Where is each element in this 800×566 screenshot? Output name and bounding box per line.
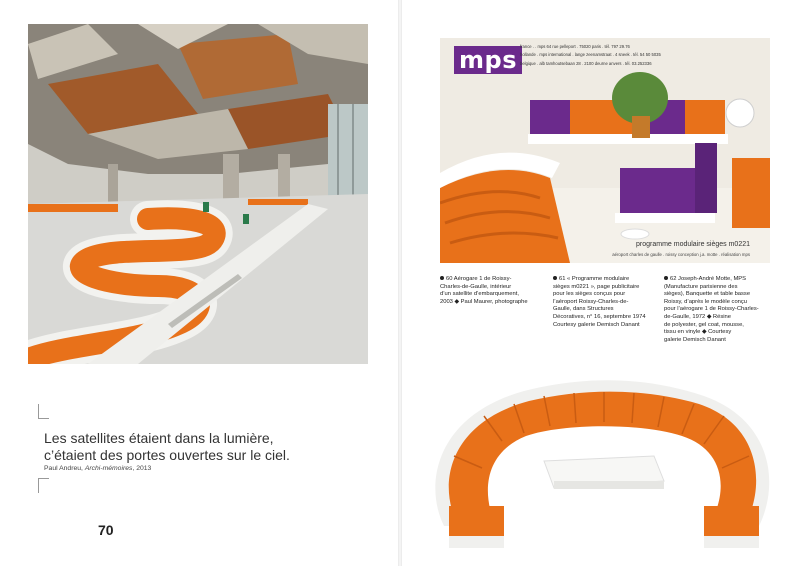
bullet-icon: [440, 276, 444, 280]
quote-attribution: [44, 465, 151, 472]
caption-line: galerie Demisch Danant: [664, 336, 726, 343]
bullet-icon: [553, 276, 557, 280]
quote-year: , 2013: [132, 465, 152, 472]
terminal-interior-photo: [28, 24, 368, 364]
caption-line: pour l’aérogare 1 de Roissy-Charles-: [664, 306, 759, 313]
ad-caption: programme modulaire sièges m0221: [636, 241, 750, 248]
terminal-interior-image: [28, 24, 368, 364]
caption-line: sièges), Banquette et table basse: [664, 291, 751, 298]
bullet-icon: [664, 276, 668, 280]
caption-line: de polyester, gel coat, mousse,: [664, 321, 744, 328]
ad-address-france: france . . mps 64 rue pelleport . 75020 paris . tél. 797 29.76: [520, 44, 630, 49]
ad-caption-credits: aéroport charles de gaulle . roissy conception j.a. motte . réalisation mps: [612, 252, 750, 257]
ad-address-holland: hollande . mps international . lange zeenamstraat . 4 sneek . tél. 54 50 5035: [520, 52, 661, 58]
caption-line: tissu en vinyle ◆ Courtesy: [664, 329, 732, 336]
pull-quote: [44, 430, 344, 464]
quote-line-2: c’étaient des portes ouvertes sur le ciel.: [44, 447, 290, 463]
caption-line: Décoratives, n° 16, septembre 1974: [553, 313, 646, 320]
roissy-bench-image: [414, 376, 784, 556]
roissy-bench-photo: [414, 376, 784, 556]
page-gutter: [398, 0, 402, 566]
caption-line: 62 Joseph-André Motte, MPS: [670, 276, 747, 282]
caption-line: Courtesy galerie Demisch Danant: [553, 321, 640, 328]
quote-line-1: Les satellites étaient dans la lumière,: [44, 430, 274, 446]
caption-line: 60 Aérogare 1 de Roissy-: [446, 276, 512, 282]
caption-60: [440, 276, 548, 306]
ad-address-belgium: belgique . alb tamhoutsebaan 28 . 2100 deurne anvers . tél. 03.252336: [520, 60, 652, 66]
ad-addresses: [520, 43, 661, 68]
quote-bracket-bottom: [38, 478, 49, 493]
caption-line: de-Gaulle, 1972 ◆ Résine: [664, 313, 731, 320]
page-number: 70: [98, 522, 114, 538]
caption-line: l’aéroport Roissy-Charles-de-: [553, 298, 629, 305]
caption-line: pour les sièges conçus pour: [553, 291, 626, 298]
caption-61: [553, 276, 658, 329]
caption-line: 2003 ◆ Paul Maurer, photographe: [440, 298, 528, 305]
caption-line: Roissy, d’après le modèle conçu: [664, 298, 748, 305]
caption-line: d’un satellite d’embarquement,: [440, 291, 519, 298]
caption-line: Gaulle, dans Structures: [553, 306, 614, 313]
quote-author: Paul Andreu,: [44, 465, 83, 472]
caption-62: [664, 276, 772, 344]
quote-book: Archi-mémoires: [84, 465, 133, 472]
caption-line: sièges m0221 », page publicitaire: [553, 283, 640, 290]
mps-advertisement: [440, 38, 770, 263]
quote-bracket-top: [38, 404, 49, 419]
mps-logo: mps: [454, 46, 522, 74]
caption-line: (Manufacture parisienne des: [664, 283, 738, 290]
caption-line: Charles-de-Gaulle, intérieur: [440, 283, 512, 290]
caption-line: 61 « Programme modulaire: [559, 276, 630, 282]
